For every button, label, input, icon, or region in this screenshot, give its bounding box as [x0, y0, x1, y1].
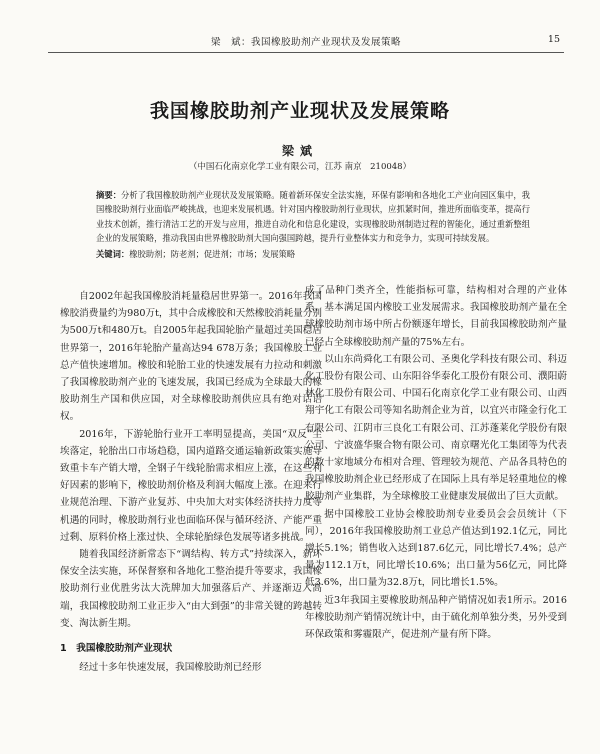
author: 梁斌	[281, 144, 318, 158]
body-paragraph: 成了品种门类齐全，性能指标可靠，结构相对合理的产业体系，基本满足国内橡胶工业发展需求。我国橡胶助剂产量在全球橡胶助剂市场中所占份额逐年增长，目前我国橡胶助剂产量已经占全球橡胶助剂产量的75%左右。	[305, 285, 567, 348]
article-title: 我国橡胶助剂产业现状及发展策略	[149, 100, 450, 122]
body-paragraph: 以山东尚舜化工有限公司、圣奥化学科技有限公司、科迈化工股份有限公司、山东阳谷华泰化工股份有限公司、濮阳蔚林化工股份有限公司、中国石化南京化学工业有限公司、山西翔宇化工有限公司等知名助剂企业为首，以宜兴市隆金行化工有限公司、江阴市三良化工有限公司、江苏蓬莱化学股份有限公司、宁波盛华聚合物有限公司、南京曙光化工集团等为代表的数十家地域分布相对合理、管理较为规范、产品各具特色的我国橡胶助剂企业已经形成了在国际上具有举足轻重地位的橡胶助剂产业集群，为全球橡胶工业健康发展做出了巨大贡献。	[305, 353, 567, 503]
affiliation: （中国石化南京化学工业有限公司，江苏 南京 210048）	[188, 162, 412, 172]
keywords	[96, 247, 530, 261]
abstract	[96, 188, 530, 261]
section-heading: 1 我国橡胶助剂产业现状	[60, 643, 173, 655]
body-paragraph: 经过十多年快速发展，我国橡胶助剂已经形	[79, 662, 262, 674]
body-paragraph: 据中国橡胶工业协会橡胶助剂专业委员会会员统计（下同），2016年我国橡胶助剂工业总产值达到192.1亿元，同比增长5.1%；销售收入达到187.6亿元，同比增长7.4%；总产量为112.1万t，同比增长10.6%；出口量为56亿元，同比降低3.6%，出口量为32.8万t，同比增长1.5%。	[305, 508, 567, 589]
body-paragraph: 近3年我国主要橡胶助剂品种产销情况如表1所示。2016年橡胶助剂产销情况统计中，由于硫化剂单独分类，另外受到环保政策和雾霾限产，促进剂产量有所下降。	[305, 594, 567, 641]
abstract-label: 摘要：	[96, 190, 122, 200]
abstract-paragraph	[96, 188, 530, 246]
body-column-right	[305, 282, 567, 643]
body-column-left	[60, 288, 322, 676]
body-paragraph: 2016年，下游轮胎行业开工率明显提高，美国“双反”尘埃落定，轮胎出口市场趋稳，国内道路交通运输新政策实施导致重卡车产销大增，全钢子午线轮胎需求相应上涨，在这些利好因素的影响下，橡胶助剂价格及利润大幅度上涨。在迎来行业规范治理、下游产业复苏、中央加大对实体经济扶持力度等机遇的同时，橡胶助剂行业也面临环保与循环经济、产能严重过剩、原料价格上涨过快、全球轮胎绿色发展等诸多挑战。	[60, 428, 322, 543]
page-number: 15	[547, 34, 560, 45]
body-paragraph: 自2002年起我国橡胶消耗量稳居世界第一。2016年我国橡胶消费量约为980万t，其中合成橡胶和天然橡胶消耗量分别为500万t和480万t。自2005年起我国轮胎产量超过美国稳居世界第一，2016年轮胎产量高达94 678万条；我国橡胶工业总产值快速增加。橡胶和轮胎工业的快速发展有力拉动和刺激了我国橡胶助剂产业的飞速发展，我国已经成为全球最大的橡胶助剂生产国和供应国，对全球橡胶助剂供应具有绝对话语权。	[60, 291, 323, 423]
running-head	[48, 30, 564, 53]
keywords-label: 关键词：	[96, 248, 130, 259]
abstract-text: 分析了我国橡胶助剂产业现状及发展策略。随着新环保安全法实施，环保有影响和各地化工产业向园区集中，我国橡胶助剂行业面临严峻挑战，也迎来发展机遇。针对国内橡胶助剂行业现状，应抓紧时间，推进所面临变革，提高行业技术创新，推行清洁工艺的开发与应用，推进自动化和信息化建设，实现橡胶助剂制造过程的智能化，通过重新整组企业的发展策略，推动我国由世界橡胶助剂大国向强国跨越，提升行业整体实力和竞争力，实现可持续发展。	[96, 190, 530, 244]
keywords-text: 橡胶助剂；防老剂；促进剂；市场；发展策略	[129, 248, 296, 259]
running-title: 梁 斌：我国橡胶助剂产业现状及发展策略	[210, 37, 401, 48]
body-paragraph: 随着我国经济新常态下“调结构、转方式”持续深入，新环保安全法实施，环保督察和各地化工整治提升等要求，我国橡胶助剂行业优胜劣汰大洗牌加大加强落后产、并逐渐迈入高端，我国橡胶助剂工业正步入“由大到强”的非常关键的跨越转变、淘汰新生期。	[60, 549, 322, 629]
